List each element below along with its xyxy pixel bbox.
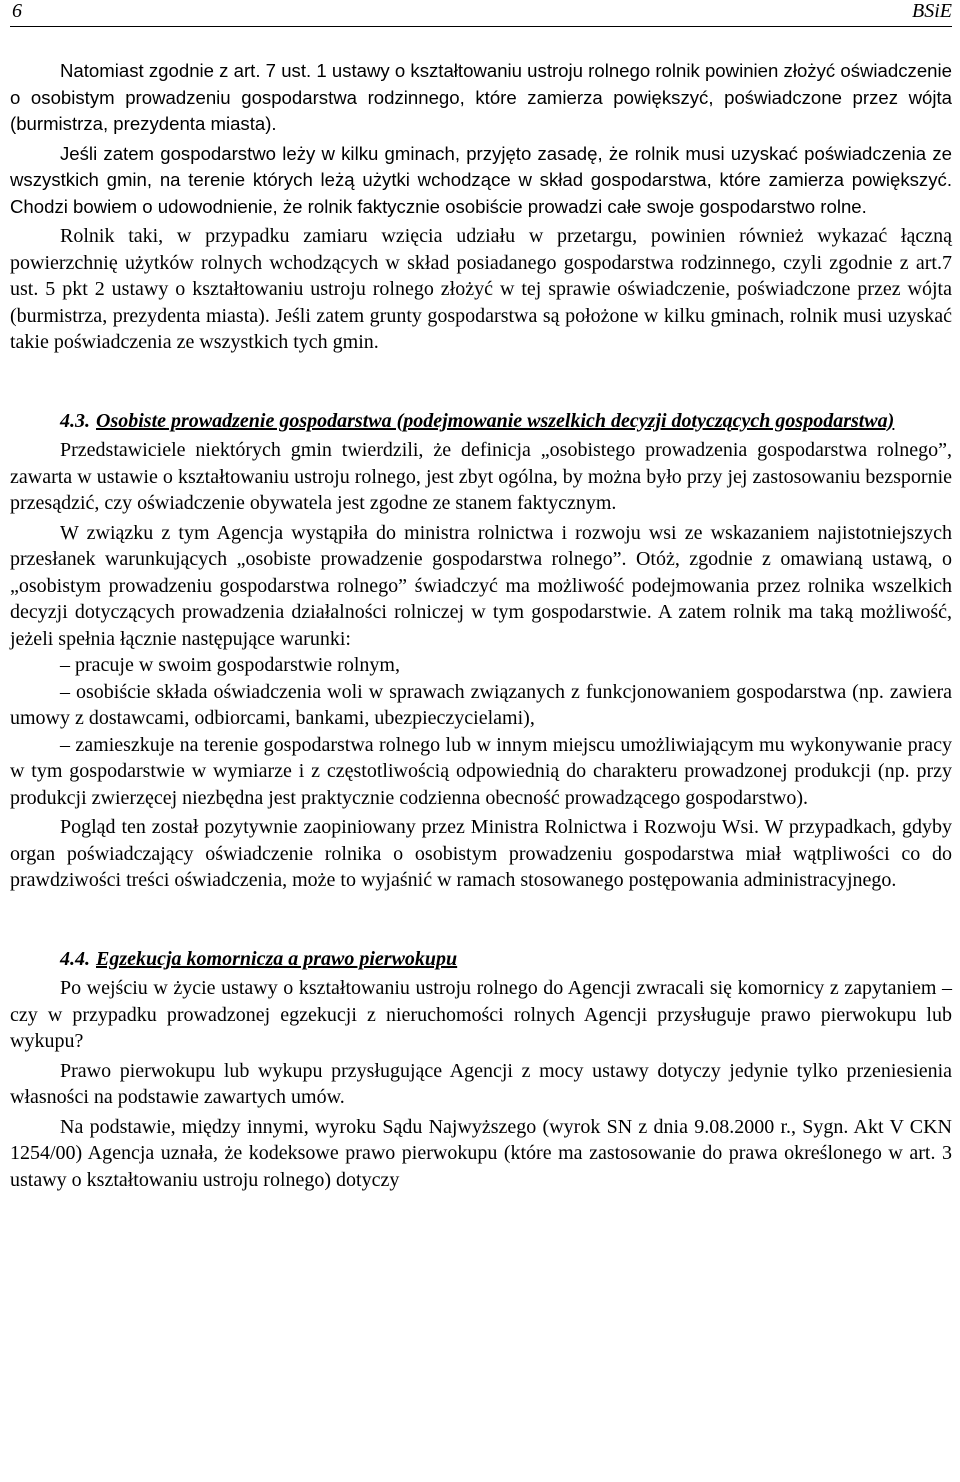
section-title: Osobiste prowadzenie gospodarstwa (podejmowanie wszelkich decyzji dotyczących gospodarstwa) (96, 409, 895, 432)
document-body (10, 58, 952, 1193)
paragraph: W związku z tym Agencja wystąpiła do ministra rolnictwa i rozwoju wsi ze wskazaniem najistotniejszych przesłanek warunkujących „osobiste prowadzenie gospodarstwa rolnego”. Otóż, zgodnie z omawianą ustawą, o „osobistym prowadzeniu gospodarstwa rolnego” świadczyć ma możliwość podejmowania przez rolnika wszelkich decyzji dotyczących prowadzenia działalności rolniczej w tym gospodarstwie. A zatem rolnik ma taką możliwość, jeżeli spełnia łącznie następujące warunki: (10, 521, 952, 650)
section-number: 4.3. (60, 409, 90, 432)
section-heading-4-3 (10, 408, 952, 435)
paragraph: Rolnik taki, w przypadku zamiaru wzięcia udziału w przetargu, powinien również wykazać łączną powierzchnię użytków rolnych wchodzących w skład posiadanego gospodarstwa rodzinnego, czyli zgodnie z art.7 ust. 5 pkt 2 ustawy o kształtowaniu ustroju rolnego złożyć w tej sprawie oświadczenie, poświadczone przez wójta (burmistrza, prezydenta miasta). Jeśli zatem grunty gospodarstwa są położone w kilku gminach, rolnik musi uzyskać takie poświadczenia ze wszystkich tych gmin. (10, 225, 952, 353)
paragraph: Na podstawie, między innymi, wyroku Sądu Najwyższego (wyrok SN z dnia 9.08.2000 r., Sygn. Akt V CKN 1254/00) Agencja uznała, że kodeksowe prawo pierwokupu (które ma zastosowanie do prawa określonego w art. 3 ustawy o kształtowaniu ustroju rolnego) dotyczy (10, 1115, 952, 1191)
page-number: 6 (12, 0, 22, 22)
list-item: – pracuje w swoim gospodarstwie rolnym, (60, 654, 400, 676)
page-header (0, 0, 960, 32)
section-number: 4.4. (60, 947, 90, 970)
section-title: Egzekucja komornicza a prawo pierwokupu (96, 947, 458, 970)
section-heading-4-4 (10, 946, 952, 973)
header-rule (10, 26, 952, 27)
paragraph: Pogląd ten został pozytywnie zaopiniowany przez Ministra Rolnictwa i Rozwoju Wsi. W przypadkach, gdyby organ poświadczający oświadczenie rolnika o osobistym prowadzeniu gospodarstwa miał wątpliwości co do prawdziwości treści oświadczenia, może to wyjaśnić w ramach stosowanego postępowania administracyjnego. (10, 816, 952, 891)
paragraph: Natomiast zgodnie z art. 7 ust. 1 ustawy o kształtowaniu ustroju rolnego rolnik powinien złożyć oświadczenie o osobistym prowadzeniu gospodarstwa rodzinnego, które zamierza powiększyć, poświadczone przez wójta (burmistrza, prezydenta miasta). (10, 60, 952, 134)
list-item: – zamieszkuje na terenie gospodarstwa rolnego lub w innym miejscu umożliwiającym mu wykonywanie pracy w tym gospodarstwie w wymiarze i z częstotliwością odpowiednią do charakteru prowadzonej produkcji (np. przy produkcji zwierzęcej niezbędna jest praktycznie codzienna obecność prowadzącego gospodarstwo). (10, 733, 952, 809)
paragraph: Prawo pierwokupu lub wykupu przysługujące Agencji z mocy ustawy dotyczy jedynie tylko przeniesienia własności na podstawie zawartych umów. (10, 1059, 952, 1108)
paragraph: Jeśli zatem gospodarstwo leży w kilku gminach, przyjęto zasadę, że rolnik musi uzyskać poświadczenia ze wszystkich gmin, na terenie których leżą użytki wchodzące w skład gospodarstwa, które zamierza powiększyć. Chodzi bowiem o udowodnienie, że rolnik faktycznie osobiście prowadzi całe swoje gospodarstwo rolne. (10, 142, 952, 217)
paragraph: Przedstawiciele niektórych gmin twierdzili, że definicja „osobistego prowadzenia gospodarstwa rolnego”, zawarta w ustawie o kształtowaniu ustroju rolnego, jest zbyt ogólna, by można było przy jej zastosowaniu bezspornie przesądzić, czy oświadczenie obywatela jest zgodne ze stanem faktycznym. (10, 439, 952, 514)
list-item: – osobiście składa oświadczenia woli w sprawach związanych z funkcjonowaniem gospodarstwa (np. zawiera umowy z dostawcami, odbiorcami, bankami, ubezpieczycielami), (10, 680, 952, 729)
paragraph: Po wejściu w życie ustawy o kształtowaniu ustroju rolnego do Agencji zwracali się komornicy z zapytaniem – czy w przypadku prowadzonej egzekucji z nieruchomości rolnych Agencji przysługuje prawo pierwokupu lub wykupu? (10, 977, 952, 1052)
journal-name: BSiE (912, 0, 952, 22)
